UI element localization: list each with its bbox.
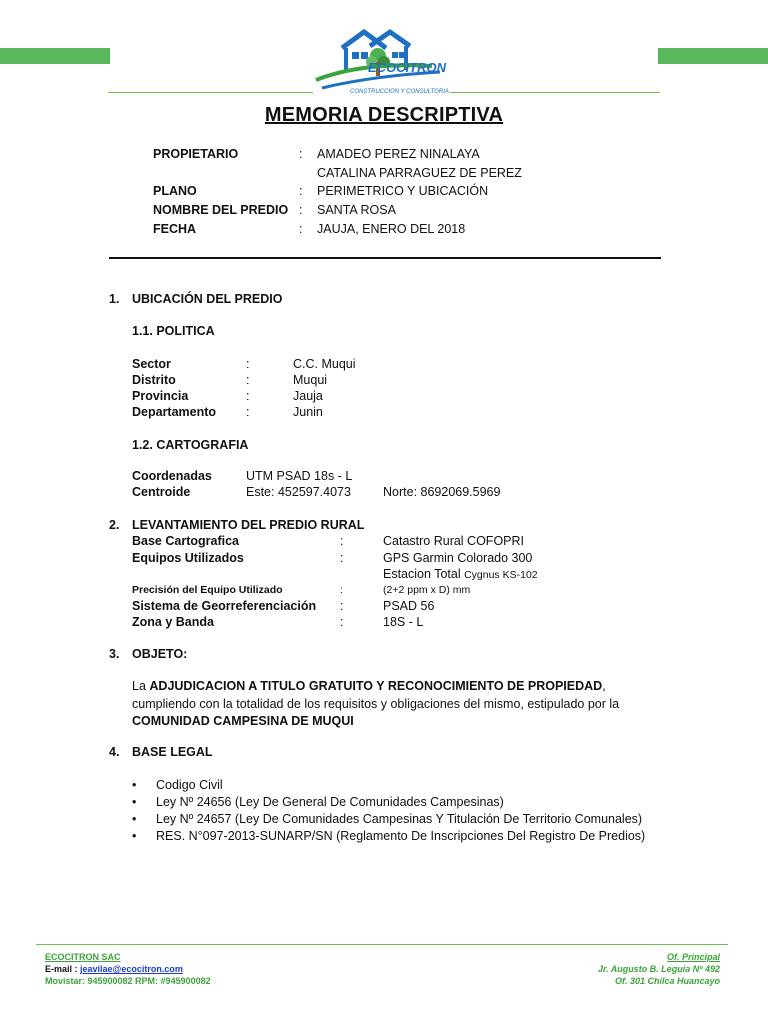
fecha-colon: : [299,222,303,236]
sector-value: C.C. Muqui [293,357,356,371]
propietario-value-1: AMADEO PEREZ NINALAYA [317,147,480,161]
legal-list [132,777,645,845]
section3-heading: OBJETO: [132,647,188,661]
bullet-icon: • [132,829,137,843]
base-cartografica-label: Base Cartografica [132,534,239,548]
document-title: MEMORIA DESCRIPTIVA [264,104,504,126]
section3-number: 3. [109,647,120,661]
provincia-value: Jauja [293,389,323,403]
norte-value: Norte: 8692069.5969 [383,485,501,499]
zona-label: Zona y Banda [132,615,214,629]
este-value: Este: 452597.4073 [246,485,351,499]
footer-address-2: Of. 301 Chilca Huancayo [614,976,720,986]
list-item [132,828,645,845]
logo-tagline: CONSTRUCCION Y CONSULTORIA [350,89,449,95]
bullet-icon: • [132,778,137,792]
footer-email-label: E-mail : [45,964,81,974]
departamento-colon: : [246,405,250,419]
header-line-right [450,92,660,93]
distrito-colon: : [246,373,250,387]
legal-item-text: Ley Nº 24656 (Ley De General De Comunidades Campesinas) [156,795,504,809]
fecha-value: JAUJA, ENERO DEL 2018 [317,222,466,236]
list-item [132,777,645,794]
legal-item-text: Codigo Civil [156,778,223,792]
footer-divider [36,944,728,945]
bullet-icon: • [132,812,137,826]
section1-number: 1. [109,292,120,306]
predio-value: SANTA ROSA [317,203,396,217]
footer-company: ECOCITRON SAC [45,952,121,962]
company-logo [312,26,449,102]
footer-address-1: Jr. Augusto B. Leguía Nº 492 [598,964,720,974]
sector-colon: : [246,357,250,371]
plano-value: PERIMETRICO Y UBICACIÓN [317,184,489,198]
plano-label: PLANO [153,184,197,198]
provincia-colon: : [246,389,250,403]
predio-label: NOMBRE DEL PREDIO [153,203,289,217]
footer-email-link[interactable]: jeavilae@ecocitron.com [80,964,183,974]
equipos-value-1: GPS Garmin Colorado 300 [383,551,533,565]
distrito-label: Distrito [132,373,176,387]
section1-sub1: 1.1. POLITICA [132,324,215,338]
base-cartografica-colon: : [340,534,344,548]
zona-colon: : [340,615,344,629]
distrito-value: Muqui [293,373,328,387]
footer-office-label: Of. Principal [666,952,720,962]
objeto-text-2: , cumpliendo con la totalidad de los requisitos y obligaciones del mismo, estipulado por la [132,679,620,711]
objeto-text-1: La [132,679,150,693]
equipos-value-2a: Estacion Total [383,567,465,581]
plano-colon: : [299,184,303,198]
sistema-value: PSAD 56 [383,599,435,613]
section1-sub2: 1.2. CARTOGRAFIA [132,438,249,452]
header-green-bar-right [658,48,768,64]
propietario-colon: : [299,147,303,161]
logo-text: ECOCITRON [368,60,446,75]
legal-item-text: Ley Nº 24657 (Ley De Comunidades Campesinas Y Titulación De Territorio Comunales) [156,812,643,826]
zona-value: 18S - L [383,615,424,629]
list-item [132,794,645,811]
centroide-label: Centroide [132,485,191,499]
equipos-colon: : [340,551,344,565]
objeto-bold-2: COMUNIDAD CAMPESINA DE MUQUI [132,714,354,728]
section4-heading: BASE LEGAL [132,745,213,759]
list-item [132,811,645,828]
section2-heading: LEVANTAMIENTO DEL PREDIO RURAL [132,518,365,532]
section-divider [109,257,661,259]
coordenadas-label: Coordenadas [132,469,212,483]
equipos-value-2b: Cygnus KS-102 [464,569,538,581]
provincia-label: Provincia [132,389,189,403]
section4-number: 4. [109,745,120,759]
header-green-bar-left [0,48,110,64]
equipos-value-2 [383,567,538,581]
propietario-label: PROPIETARIO [153,147,239,161]
coordenadas-value: UTM PSAD 18s - L [246,469,353,483]
equipos-label: Equipos Utilizados [132,551,244,565]
sector-label: Sector [132,357,171,371]
footer-email-row [45,964,183,974]
section1-heading: UBICACIÓN DEL PREDIO [132,292,283,306]
precision-label: Precisión del Equipo Utilizado [132,584,283,596]
base-cartografica-value: Catastro Rural COFOPRI [383,534,525,548]
propietario-value-2: CATALINA PARRAGUEZ DE PEREZ [317,166,522,180]
bullet-icon: • [132,795,137,809]
sistema-colon: : [340,599,344,613]
departamento-label: Departamento [132,405,217,419]
legal-item-text: RES. N°097-2013-SUNARP/SN (Reglamento De Inscripciones Del Registro De Predios) [156,829,646,843]
predio-colon: : [299,203,303,217]
precision-value: (2+2 ppm x D) mm [383,584,471,596]
sistema-label: Sistema de Georreferenciación [132,599,317,613]
fecha-label: FECHA [153,222,197,236]
objeto-bold-1: ADJUDICACION A TITULO GRATUITO Y RECONOCIMIENTO DE PROPIEDAD [149,679,603,693]
departamento-value: Junin [293,405,323,419]
precision-colon: : [340,584,343,596]
objeto-paragraph [132,678,672,731]
footer-phones: Movistar: 945900082 RPM: #945900082 [45,976,211,986]
header-line-left [108,92,313,93]
section2-number: 2. [109,518,120,532]
